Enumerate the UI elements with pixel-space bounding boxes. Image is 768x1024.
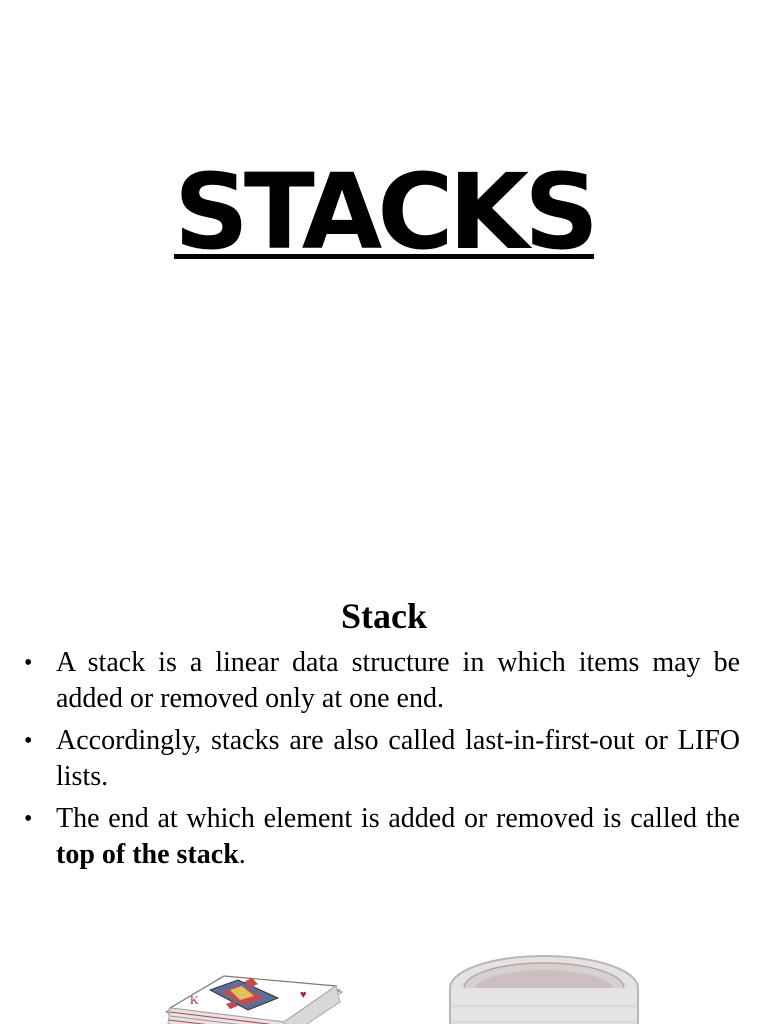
page-title: STACKS — [173, 151, 595, 273]
list-item-text-before: The end at which element is added or removed is called the — [56, 803, 740, 834]
list-item-text: Accordingly, stacks are also called last-in-first-out or LIFO lists. — [56, 725, 740, 792]
bullet-icon: • — [24, 806, 33, 832]
plates-stack-image — [446, 950, 642, 1024]
list-item-bold-term: top of the stack — [56, 839, 239, 870]
playing-cards-image — [160, 968, 346, 1024]
bullet-list — [24, 645, 740, 879]
list-item-text-after: . — [238, 839, 246, 870]
list-item — [24, 801, 740, 873]
list-item — [24, 645, 740, 717]
section-heading: Stack — [340, 596, 427, 636]
bullet-icon: • — [24, 650, 33, 676]
list-item-text: A stack is a linear data structure in which items may be added or removed only at one end. — [56, 647, 740, 714]
card-stack — [166, 976, 342, 1024]
plate-stack — [450, 956, 638, 1024]
list-item — [24, 723, 740, 795]
bullet-icon: • — [24, 728, 33, 754]
svg-text:K: K — [190, 993, 199, 1007]
svg-text:♥: ♥ — [300, 989, 307, 1001]
